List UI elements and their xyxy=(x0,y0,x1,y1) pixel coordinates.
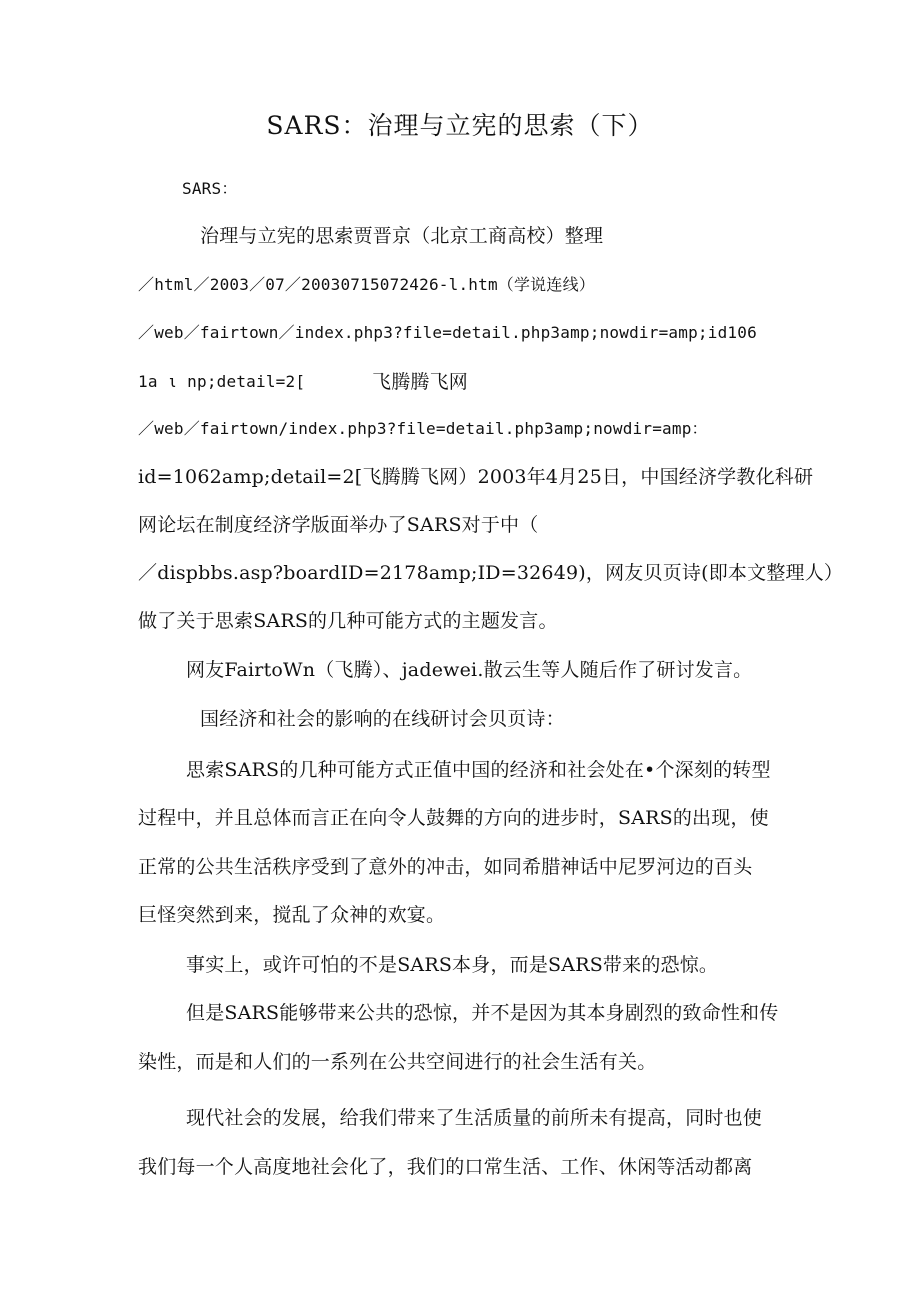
text-line: 国经济和社会的影响的在线研讨会贝页诗： xyxy=(200,708,565,730)
text-line: 治理与立宪的思索贾晋京（北京工商高校）整理 xyxy=(200,225,604,247)
text-line: 事实上，或许可怕的不是SARS本身，而是SARS带来的恐惊。 xyxy=(186,954,719,976)
text-line: 巨怪突然到来，搅乱了众神的欢宴。 xyxy=(138,904,446,926)
text-line: ／web／fairtown／index.php3?file=detail.php3amp;nowdir=amp;id106 xyxy=(138,323,757,342)
text-line: SARS： xyxy=(182,179,238,198)
text-line: 做了关于思索SARS的几种可能方式的主题发言。 xyxy=(138,610,558,632)
text-line: ／html／2003／07／20030715072426-l.htm（学说连线） xyxy=(138,275,595,294)
text-line: 过程中，并且总体而言正在向令人鼓舞的方向的进步时，SARS的出现，使 xyxy=(138,807,769,829)
text-line: ／web／fairtown/index.php3?file=detail.php3amp;nowdir=amp： xyxy=(138,419,708,438)
text-line: 飞腾腾飞网 xyxy=(372,371,469,393)
text-line: 网友FairtoWn（飞腾）、jadewei.散云生等人随后作了研讨发言。 xyxy=(186,659,753,681)
text-line: 1a ι np;detail=2[ xyxy=(138,372,306,391)
text-line: 我们每一个人高度地社会化了，我们的口常生活、工作、休闲等活动都离 xyxy=(138,1156,753,1178)
text-line: 正常的公共生活秩序受到了意外的冲击，如同希腊神话中尼罗河边的百头 xyxy=(138,856,753,878)
text-line: 现代社会的发展，给我们带来了生活质量的前所未有提高，同时也使 xyxy=(186,1107,763,1129)
text-line: id=1062amp;detail=2[飞腾腾飞网）2003年4月25日，中国经济学教化科研 xyxy=(138,466,814,488)
text-line: ／dispbbs.asp?boardID=2178amp;ID=32649)，网友贝页诗(即本文整理人） xyxy=(138,562,844,584)
text-line: 思索SARS的几种可能方式正值中国的经济和社会处在•个深刻的转型 xyxy=(186,759,771,781)
document-title: SARS：治理与立宪的思索（下） xyxy=(266,111,654,140)
text-line: 染性，而是和人们的一系列在公共空间进行的社会生活有关。 xyxy=(138,1051,657,1073)
text-line: 但是SARS能够带来公共的恐惊，并不是因为其本身剧烈的致命性和传 xyxy=(186,1002,779,1024)
text-line: 网论坛在制度经济学版面举办了SARS对于中（ xyxy=(138,514,539,536)
